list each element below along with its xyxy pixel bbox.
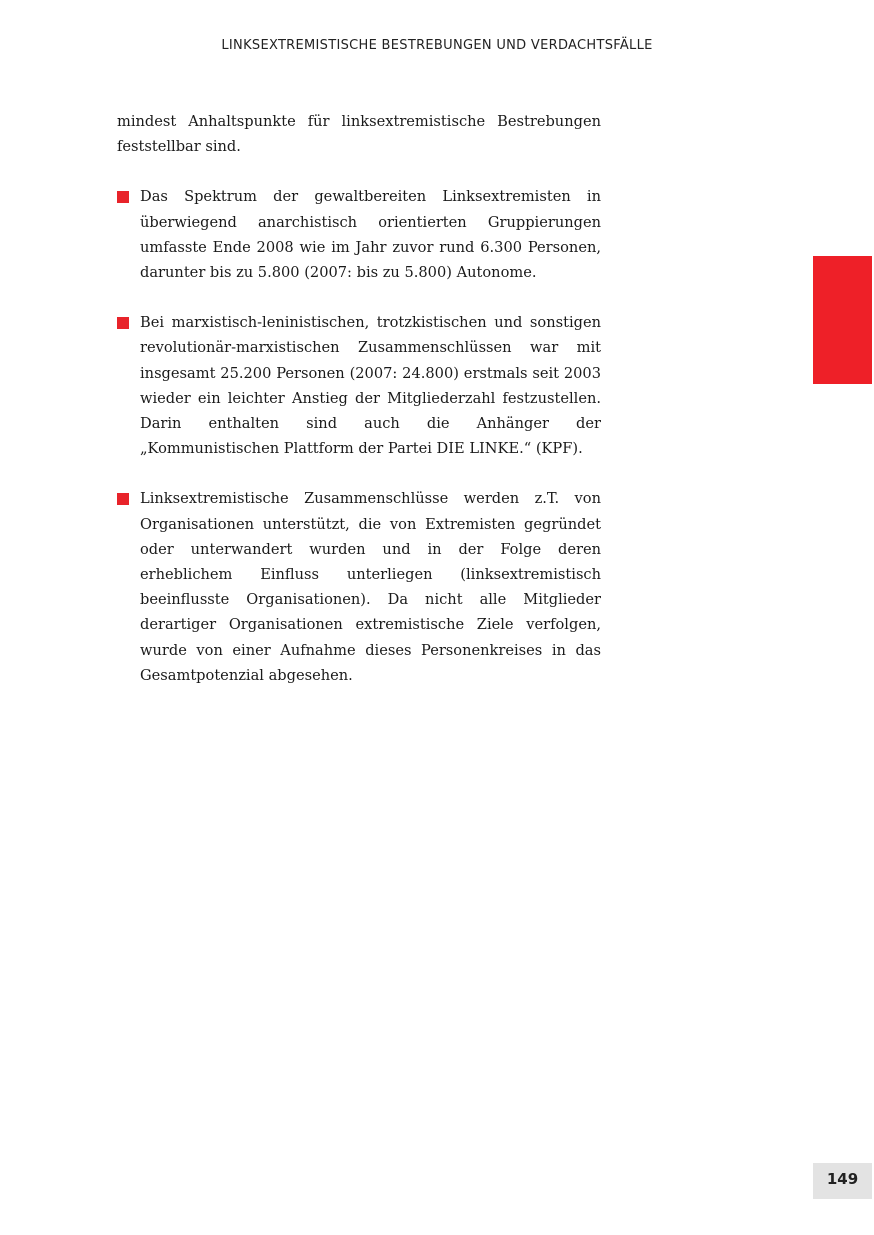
- page-number: 149: [813, 1163, 872, 1199]
- list-item: [117, 310, 601, 461]
- list-item: [117, 184, 601, 285]
- bullet-text: Das Spektrum der gewaltbereiten Linksextremisten in überwiegend anarchistisch orientierten Gruppierungen umfasste Ende 2008 wie im Jahr zuvor rund 6.300 Personen, darunter bis zu 5.800 (2007: bis zu 5.800) Autonome.: [140, 188, 601, 282]
- running-header: LINKSEXTREMISTISCHE BESTREBUNGEN UND VERDACHTSFÄLLE: [221, 38, 653, 53]
- red-square-bullet-icon: [117, 317, 129, 329]
- body-text: [117, 109, 601, 713]
- bullet-text: Linksextremistische Zusammenschlüsse werden z.T. von Organisationen unterstützt, die von Extremisten gegründet oder unterwandert wurden und in der Folge deren erheblichem Einfluss unterliegen (linksextremistisch beeinflusste Organisationen). Da nicht alle Mitglieder derartiger Organisationen extremistische Ziele verfolgen, wurde von einer Aufnahme dieses Personenkreises in das Gesamtpotenzial abgesehen.: [140, 490, 601, 684]
- chapter-tab-marker: [813, 256, 872, 384]
- list-item: [117, 486, 601, 688]
- bullet-text: Bei marxistisch-leninistischen, trotzkistischen und sonstigen revolutionär-marxistischen Zusammenschlüssen war mit insgesamt 25.200 Personen (2007: 24.800) erstmals seit 2003 wieder ein leichter Anstieg der Mitgliederzahl festzustellen. Darin enthalten sind auch die Anhänger der „Kommunistischen Plattform der Partei DIE LINKE.“ (KPF).: [140, 314, 601, 458]
- intro-paragraph: mindest Anhaltspunkte für linksextremistische Bestrebungen feststellbar sind.: [117, 113, 601, 156]
- bullet-list: [117, 184, 601, 688]
- red-square-bullet-icon: [117, 191, 129, 203]
- red-square-bullet-icon: [117, 493, 129, 505]
